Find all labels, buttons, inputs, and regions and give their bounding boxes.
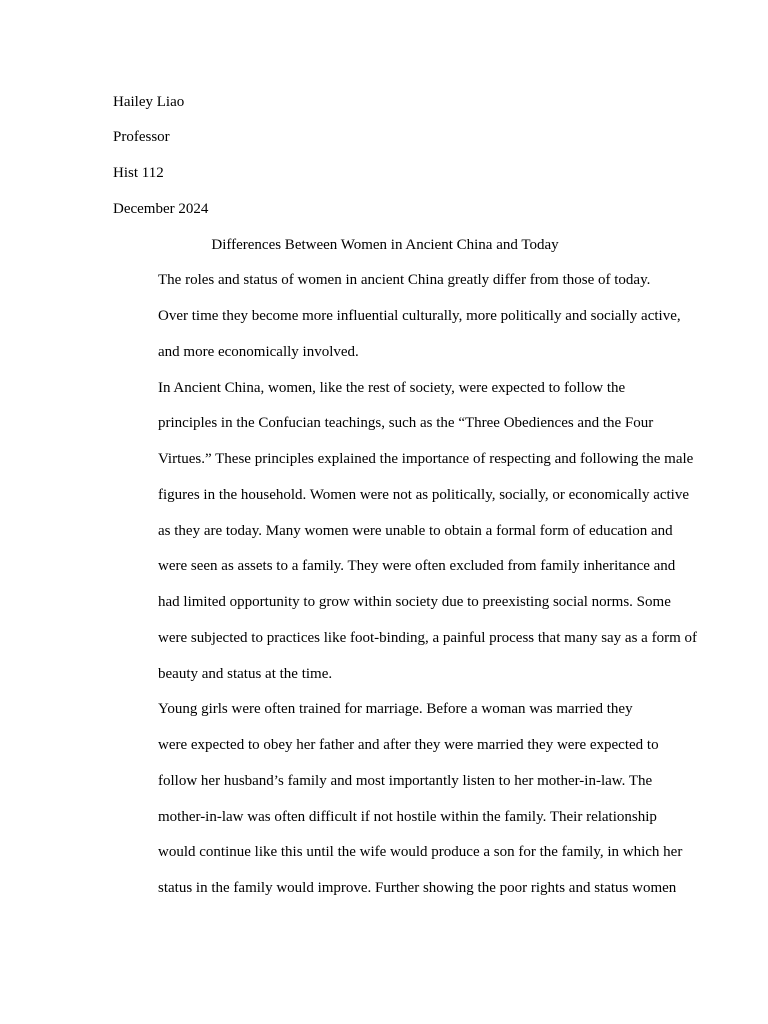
text-line: would continue like this until the wife would produce a son for the family, in which her	[158, 844, 683, 861]
text-line: principles in the Confucian teachings, such as the “Three Obediences and the Four	[158, 415, 654, 432]
document-body	[113, 85, 697, 907]
paragraph-ancient-china	[113, 371, 697, 693]
text-line: mother-in-law was often difficult if not hostile within the family. Their relationship	[158, 808, 657, 825]
text-line: were subjected to practices like foot-binding, a painful process that many say as a form of	[158, 629, 697, 646]
essay-title: Differences Between Women in Ancient China and Today	[211, 236, 559, 253]
text-line: Over time they become more influential culturally, more politically and socially active,	[158, 308, 681, 325]
text-line: were seen as assets to a family. They were often excluded from family inheritance and	[158, 558, 676, 575]
text-line: figures in the household. Women were not as politically, socially, or economically active	[158, 486, 690, 503]
submission-date: December 2024	[113, 200, 209, 217]
author-name: Hailey Liao	[113, 93, 185, 110]
course-code: Hist 112	[113, 165, 164, 182]
text-line: Virtues.” These principles explained the importance of respecting and following the male	[158, 451, 694, 468]
paragraph-marriage	[113, 692, 683, 907]
text-line: The roles and status of women in ancient China greatly differ from those of today.	[158, 272, 651, 289]
text-line: had limited opportunity to grow within society due to preexisting social norms. Some	[158, 594, 671, 611]
text-line: status in the family would improve. Further showing the poor rights and status women	[158, 880, 677, 897]
text-line: were expected to obey her father and after they were married they were expected to	[158, 737, 659, 754]
text-line: beauty and status at the time.	[158, 665, 333, 682]
text-line: follow her husband’s family and most importantly listen to her mother-in-law. The	[158, 772, 653, 789]
text-line: In Ancient China, women, like the rest of society, were expected to follow the	[158, 379, 626, 396]
text-line: Young girls were often trained for marriage. Before a woman was married they	[158, 701, 633, 718]
instructor-name: Professor	[113, 129, 170, 146]
paragraph-intro	[113, 263, 681, 370]
text-line: and more economically involved.	[158, 343, 359, 360]
text-line: as they are today. Many women were unable to obtain a formal form of education and	[158, 522, 673, 539]
